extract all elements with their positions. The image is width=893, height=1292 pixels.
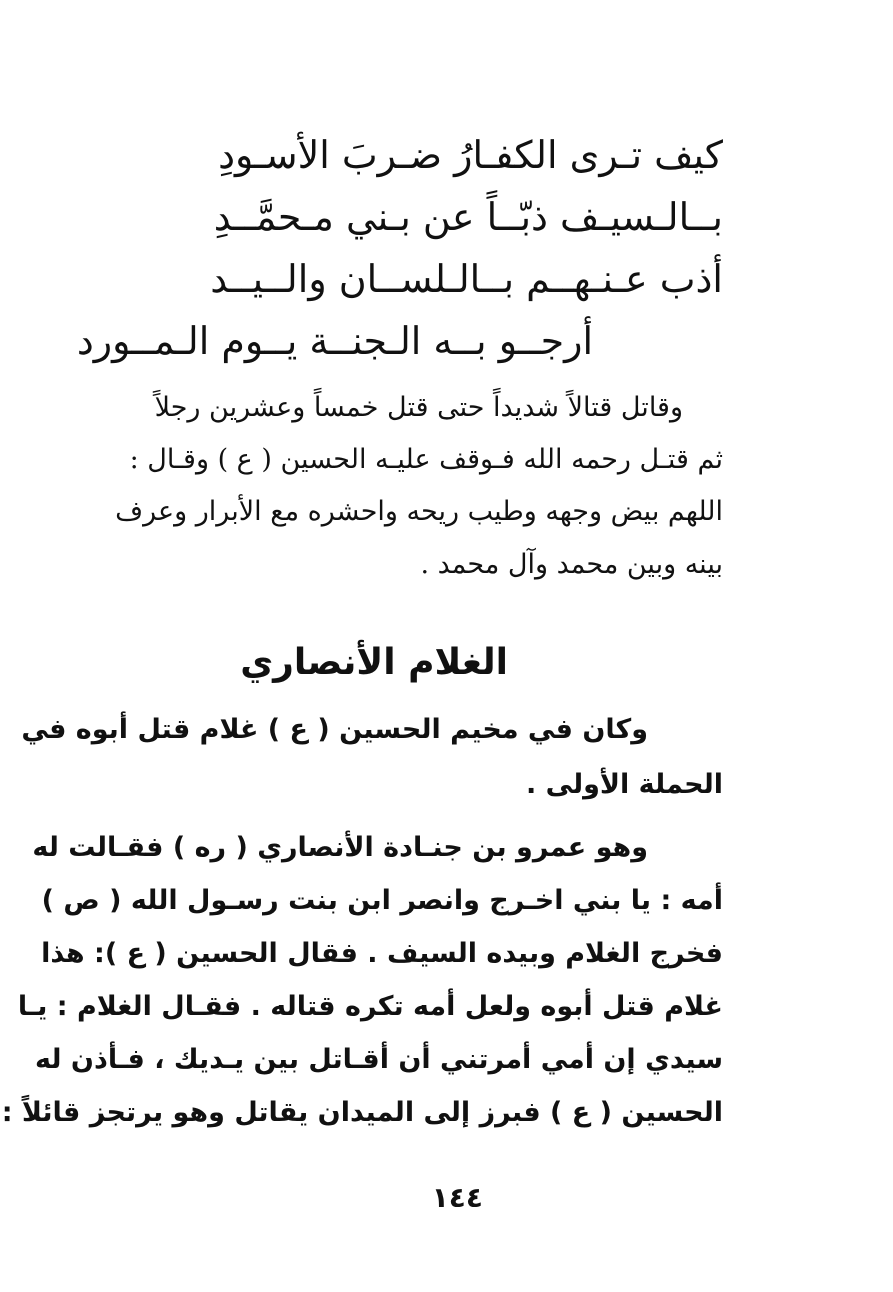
paragraph1-line-4: بينه وبين محمد وآل محمد . <box>420 549 723 580</box>
page-number: ١٤٤ <box>431 1181 483 1214</box>
paragraph3-line-1: وهو عمرو بن جنـادة الأنصاري ( ره ) فقـالت له <box>32 832 648 863</box>
paragraph1-line-2: ثم قتـل رحمه الله فـوقف عليـه الحسين ( ع ) وقـال : <box>129 444 723 475</box>
paragraph2-line-1: وكان في مخيم الحسين ( ع ) غلام قتل أبوه في <box>21 714 648 745</box>
paragraph3-line-4: غلام قتل أبوه ولعل أمه تكره قتاله . فقـال الغلام : يـا <box>17 991 723 1022</box>
paragraph3-line-3: فخرج الغلام وبيده السيف . فقال الحسين ( ع ): هذا <box>41 938 723 969</box>
poem-line-1: كيف تـرى الكفـارُ ضـربَ الأسـودِ <box>218 133 723 177</box>
paragraph3-line-6: الحسين ( ع ) فبرز إلى الميدان يقاتل وهو يرتجز قائلاً : <box>1 1097 723 1128</box>
paragraph2-line-2: الحملة الأولى . <box>525 769 723 800</box>
paragraph1-line-1: وقاتل قتالاً شديداً حتى قتل خمساً وعشرين رجلاً <box>154 392 683 423</box>
poem-line-4: أرجــو بــه الـجنــة يــوم الـمــورد <box>76 319 593 363</box>
paragraph1-line-3: اللهم بيض وجهه وطيب ريحه واحشره مع الأبرار وعرف <box>115 496 723 527</box>
section-title: الغلام الأنصاري <box>240 642 508 683</box>
paragraph3-line-2: أمه : يا بني اخـرج وانصر ابن بنت رسـول الله ( ص ) <box>41 885 723 916</box>
poem-line-3: أذب عـنـهــم بــالـلســان والــيــد <box>210 257 723 301</box>
paragraph3-line-5: سيدي إن أمي أمرتني أن أقـاتل بين يـديك ، فـأذن له <box>35 1044 723 1075</box>
poem-line-2: بــالـسيـف ذبّــاً عن بـني مـحمَّــدِ <box>213 195 723 239</box>
